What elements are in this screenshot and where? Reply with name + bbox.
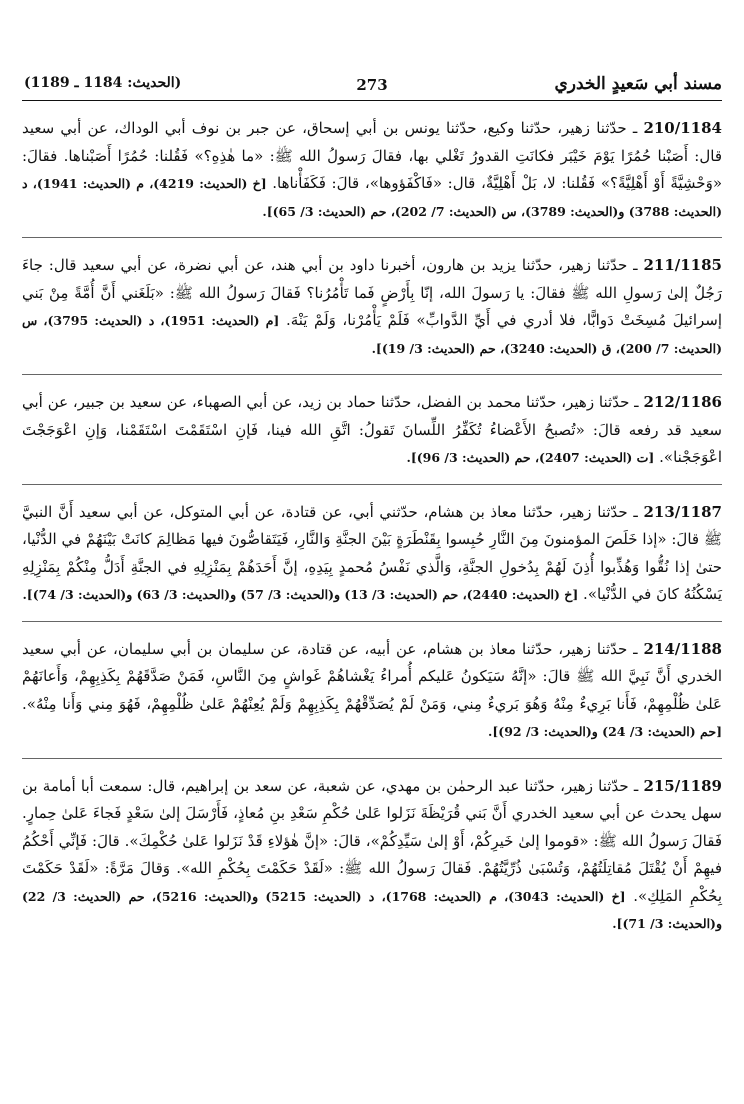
hadith-text: ـ حدّثنا زهير، حدّثنا معاذ بن هشام، عن أبيه، عن قتادة، عن سليمان بن أبي سليمان، عن أبي سعيد الخدري أَنَّ نَبِيَّ الله ﷺ قالَ: «إنَّهُ سَيَكونُ عَليكم أُمراءُ يَغْشاهُمْ غَواشٍ مِنَ النَّاسِ، فَمَنْ صَدَّقَهُمْ بِكَذِبِهِمْ، وَأَعانَهُمْ عَلىٰ ظُلْمِهِمْ، فَأَنا بَرِيءٌ مِنْهُ وَهُوَ بَريءٌ مِني، وَمَنْ لَمْ يُصَدِّقْهُمْ بِكَذِبِهِمْ وَلَمْ يُعِنْهُمْ عَلىٰ ظُلْمِهِمْ، فَهُوَ مِني وَأَنا مِنْهُ».: [22, 639, 722, 713]
hadith-text: ـ حدّثنا زهير، حدّثنا محمد بن الفضل، حدّثنا حماد بن زيد، عن أبي الصهباء، عن سعيد بن جبير، عن أبي سعيد قد رفعه قالَ: «تُصبحُ الأَعْضاءُ تُكَفِّرُ اللِّسانَ تَقولُ: اتَّقِ الله فينا، فَإنِ اسْتَقَمْتَ اسْتَقَمْنا، وَإنِ اعْوَجَجْتَ اعْوَجَجْنا».: [22, 393, 722, 466]
hadith-text: ـ حدّثنا زهير، حدّثنا عبد الرحمٰن بن مهدي، عن شعبة، عن سعد بن إبراهيم، قال: سمعت أبا أمامة بن سهل يحدث عن أبي سعيد الخدري أَنَّ بَني قُرَيْظَةَ نَزَلوا عَلىٰ حُكْمِ سَعْدِ بنِ مُعاذٍ، فَأَرْسَلَ إلىٰ سَعْدٍ فَجاءَ عَلىٰ حِمارٍ. فَقالَ رَسولُ الله ﷺ: «قوموا إلىٰ خَيرِكُمْ، أَوْ إلىٰ سَيِّدِكُمْ»، قالَ: «إنَّ هٰؤلاءِ قَدْ نَزَلوا عَلىٰ حُكْمِكَ». قالَ: فَإنِّي أَحْكُمُ فيهِمْ أَنْ يُقْتَلَ مُقاتِلَتُهُمْ، وَتُسْبَىٰ ذُرِّيَّتُهُمْ. فَقالَ رَسولُ الله ﷺ: «لَقَدْ حَكَمْتَ بِحُكْمِ الله». وَقالَ مَرَّةً: «لَقَدْ حَكَمْتَ بِحُكْمِ المَلِكِ».: [22, 776, 723, 905]
hadith-number: 211/1185: [643, 256, 722, 274]
hadith-entry-1189: [22, 759, 722, 950]
hadith-entry-1186: [22, 375, 722, 485]
hadith-entry-1185: [22, 238, 722, 375]
hadith-number: 210/1184: [643, 119, 722, 137]
page: [22, 70, 722, 950]
hadith-range: (الحديث: 1184 ـ 1189): [24, 75, 182, 91]
hadith-references: [خ (الحديث: 4219)، م (الحديث: 1941)، د (الحديث: 3788) و(الحديث: 3789)، س (الحديث: 7/ 202)، حم (الحديث: 3/ 65)].: [22, 176, 722, 219]
hadith-number: 213/1187: [643, 502, 722, 521]
hadith-references: [حم (الحديث: 3/ 24) و(الحديث: 3/ 92)].: [488, 724, 722, 739]
hadith-text: ـ حدّثنا زهير، حدّثنا وكيع، حدّثنا يونس بن أبي إسحاق، عن جبر بن نوف أبي الوداك، عن أبي سعيد قال: أَصَبْنا حُمُرًا يَوْمَ خَيْبَر فكانَتِ القدورُ تَغْلي بها، فقالَ رَسولُ الله ﷺ: «ما هٰذِهِ؟» فَقُلنا: حُمُرًا أَصَبْناها. فقالَ: «وَحْشِيَّةً أَوْ أَهْلِيَّةً؟» فَقُلنا: لا، بَلْ أَهْلِيَّةٌ، قال: «فَاكْفَؤوها»، قالَ: فَكَفَأْناها.: [22, 119, 722, 192]
page-header: [22, 70, 722, 101]
hadith-entry-1187: [22, 485, 722, 622]
hadith-entry-1188: [22, 622, 722, 759]
hadith-number: 214/1188: [643, 639, 722, 658]
hadith-number: 215/1189: [643, 776, 722, 795]
hadith-references: [م (الحديث: 1951)، د (الحديث: 3795)، س (الحديث: 7/ 200)، ق (الحديث: 3240)، حم (الحديث: 3/ 19)].: [22, 313, 722, 356]
hadith-text: ـ حدّثنا زهير، حدّثنا معاذ بن هشام، حدّثني أبي، عن قتادة، عن أبي المتوكل، عن أبي سعيد أَنَّ النبيَّ ﷺ قالَ: «إذا خَلَصَ المؤمنونَ مِنَ النَّارِ حُبِسوا بِقَنْطَرَةٍ بَيْنَ الجنَّةِ وَالنَّارِ، فَيَتَقاصُّونَ فيها مَظالِمَ كانَتْ بَيْنَهُمْ في الدُّنْيا، حتىٰ إذا نُقُّوا وَهُذِّبوا أُذِنَ لَهُمْ بِدُخولِ الجنَّةِ، وَالَّذي نَفْسُ مُحمدٍ بِيَدِهِ، إنَّ أَحَدَهُمْ بِمَنْزِلِهِ في الجنَّةِ أَدَلُّ مِنْكُمْ بِمَنْزِلِهِ يَسْكُنُهُ كانَ في الدُّنْيا».: [22, 502, 722, 603]
book-title: مسند أبي سَعيدٍ الخدري: [554, 74, 722, 94]
page-number: 273: [356, 76, 388, 94]
hadith-number: 212/1186: [643, 393, 722, 411]
hadith-references: [خ (الحديث: 2440)، حم (الحديث: 3/ 13) و(الحديث: 3/ 57) و(الحديث: 3/ 63) و(الحديث: 3/ 74)].: [22, 587, 579, 602]
hadith-references: [خ (الحديث: 3043)، م (الحديث: 1768)، د (الحديث: 5215) و(الحديث: 5216)، حم (الحديث: 3/ 22) و(الحديث: 3/ 71)].: [22, 888, 722, 931]
hadith-entry-1184: [22, 101, 722, 238]
hadith-references: [ت (الحديث: 2407)، حم (الحديث: 3/ 96)].: [406, 450, 655, 465]
hadith-text: ـ حدّثنا زهير، حدّثنا يزيد بن هارون، أخبرنا داود بن أبي هند، عن أبي نضرة، عن أبي سعيد قال: جاءَ رَجُلٌ إلىٰ رَسولِ الله ﷺ فقالَ: يا رَسولَ الله، إنّا بِأَرْضٍ فَما تَأْمُرُنا؟ فَقالَ رَسولُ الله ﷺ: «بَلَغَني أَنَّ أُمَّةً مِنْ بَني إسرائيلَ مُسِخَتْ دَوابًّا، فلا أدري في أَيِّ الدَّوابِّ» فَلَمْ يَأْمُرْنا، وَلَمْ يَنْهَ.: [22, 256, 722, 329]
